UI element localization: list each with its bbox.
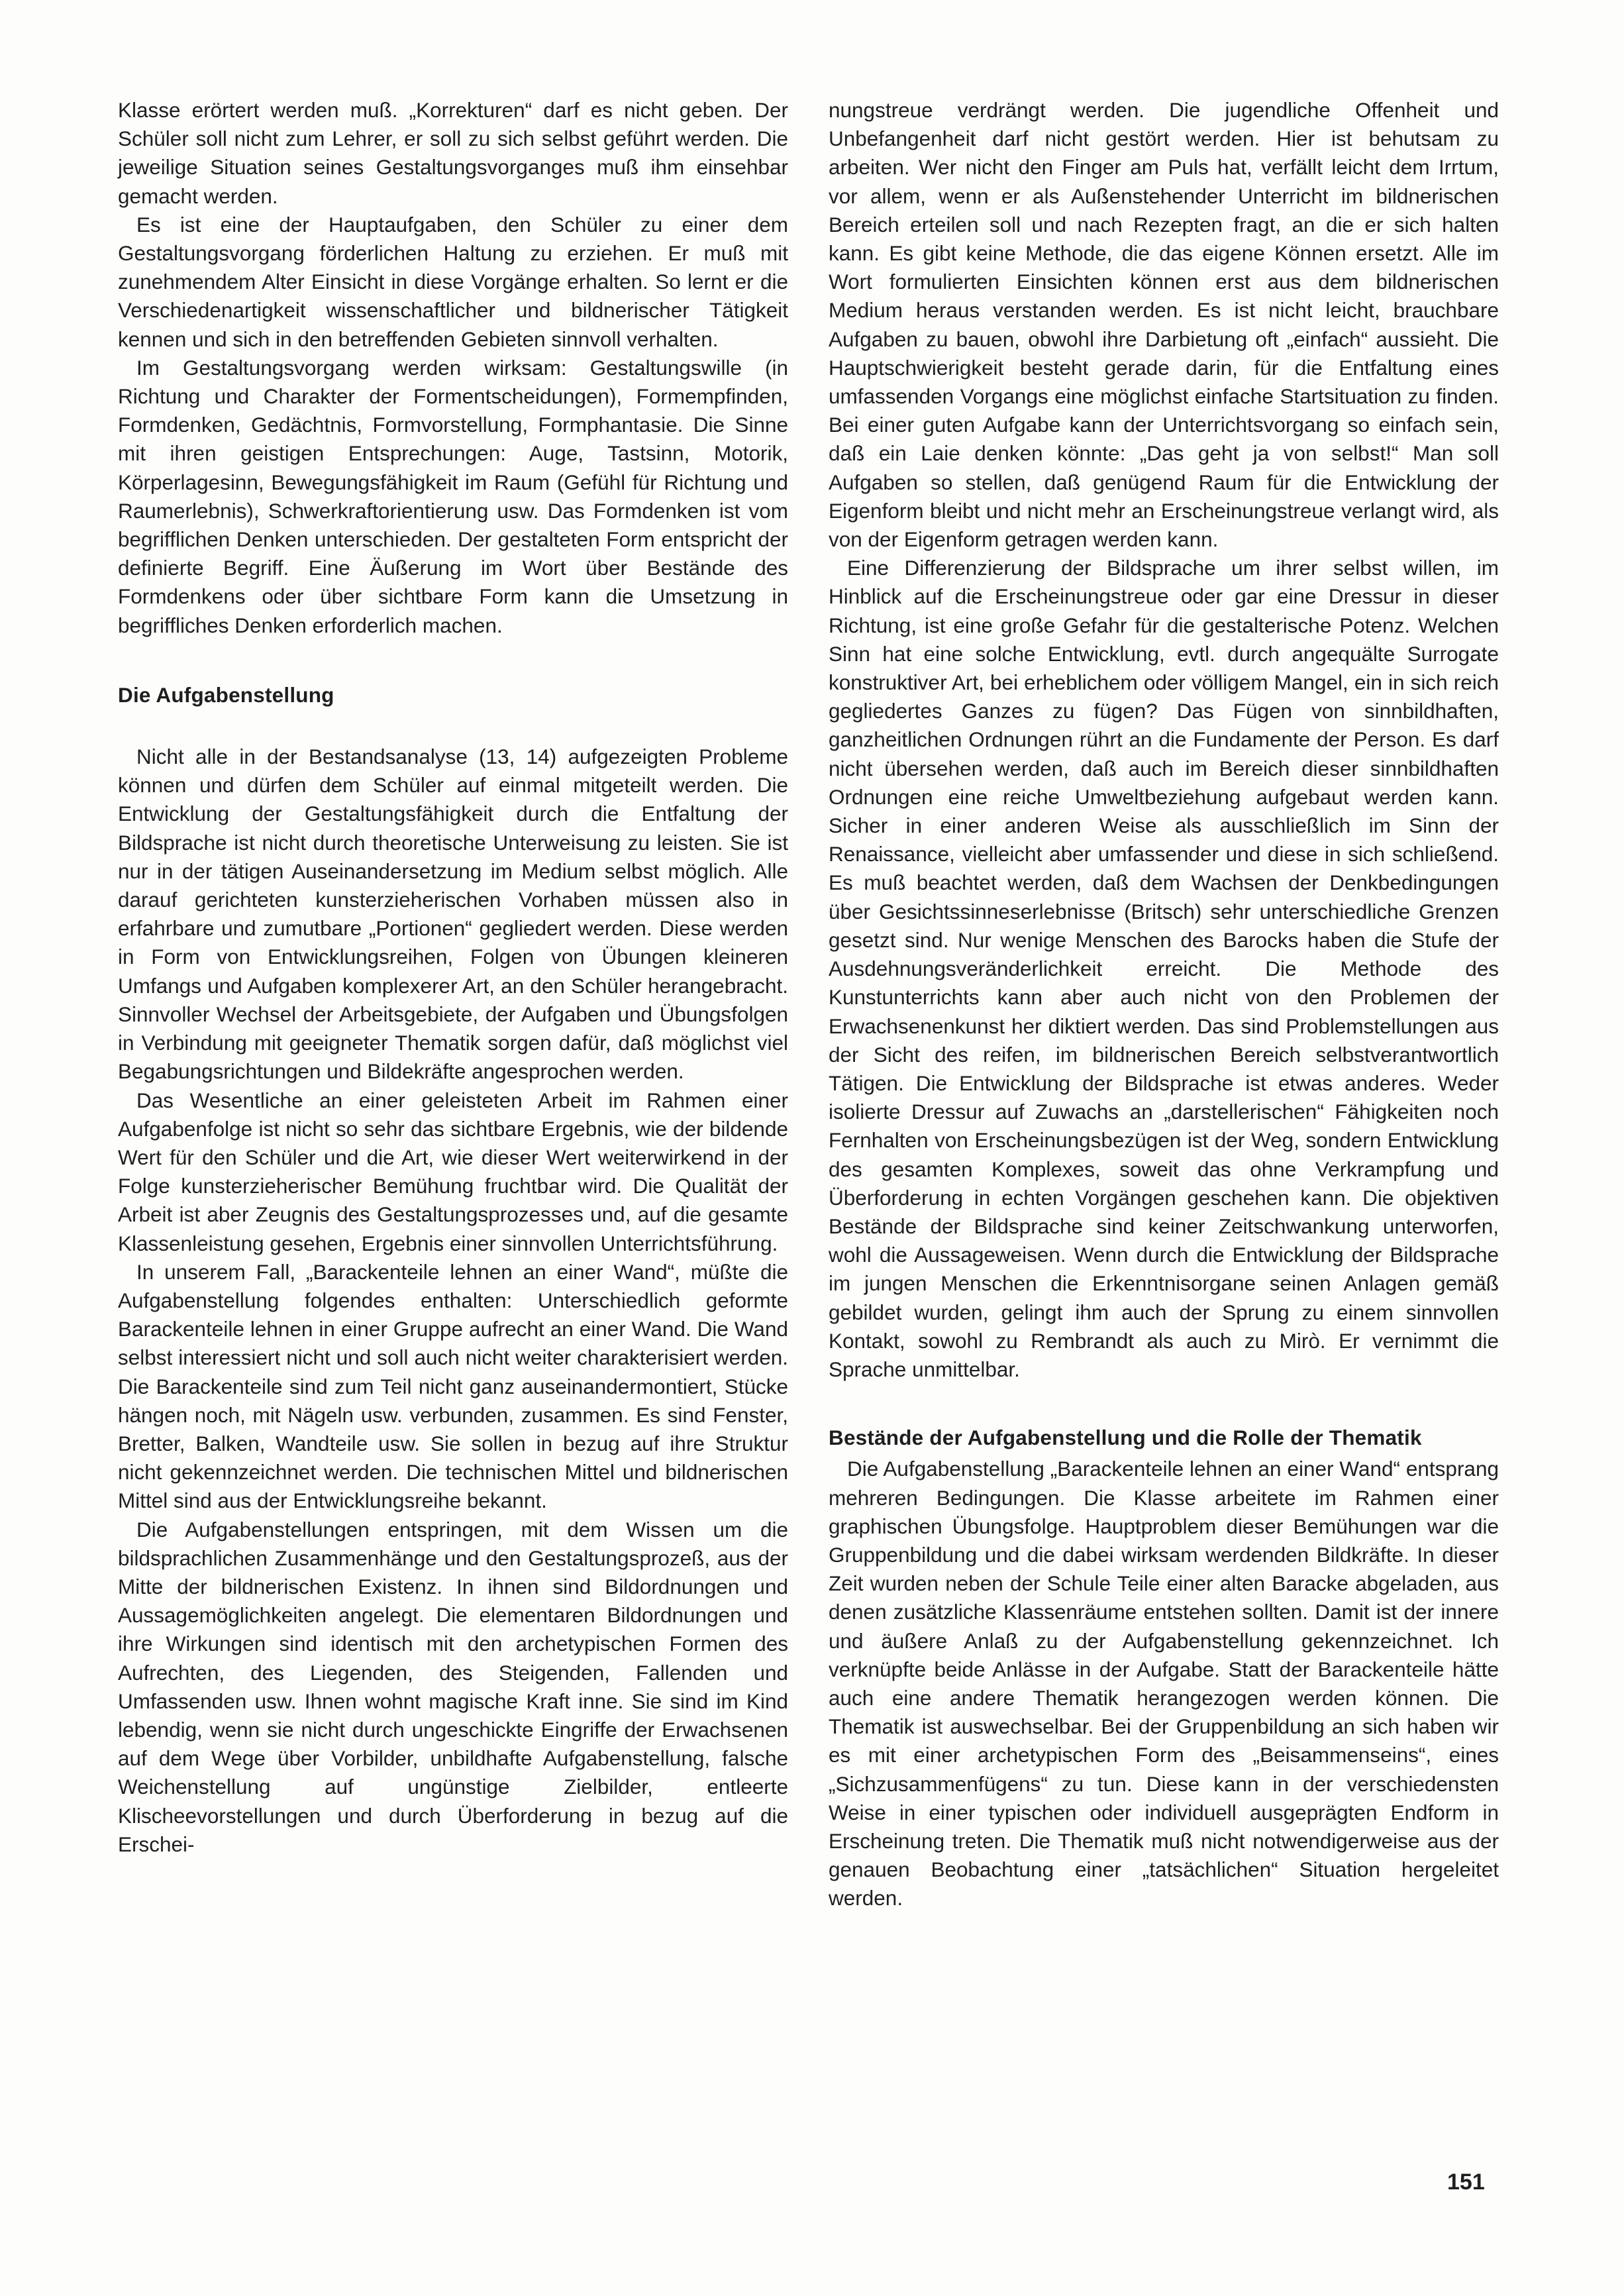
paragraph: Eine Differenzierung der Bildsprache um ihrer selbst willen, im Hinblick auf die Erscheinungstreue oder gar eine Dressur in dieser Richtung, ist eine große Gefahr für die gestalterische Potenz. Welchen Sinn hat eine solche Entwicklung, evtl. durch angequälte Surrogate konstruktiver Art, bei erheblichem oder völligem Mangel, ein in sich reich gegliedertes Ganzes zu fügen? Das Fügen von sinnbildhaften, ganzheitlichen Ordnungen rührt an die Fundamente der Person. Es darf nicht übersehen werden, daß auch im Bereich dieser sinnbildhaften Ordnungen eine reiche Umweltbeziehung aufgebaut werden kann. Sicher in einer anderen Weise als ausschließlich im Sinn der Renaissance, vielleicht aber umfassender und diese in sich schließend. Es muß beachtet werden, daß dem Wachsen der Denkbedingungen über Gesichtssinneserlebnisse (Britsch) sehr unterschiedliche Grenzen gesetzt sind. Nur wenige Menschen des Barocks haben die Stufe der Ausdehnungsveränderlichkeit erreicht. Die Methode des Kunstunterrichts kann aber auch nicht von den Problemen der Erwachsenenkunst her diktiert werden. Das sind Problemstellungen aus der Sicht des reifen, im bildnerischen Bereich selbstverantwortlich Tätigen. Die Entwicklung der Bildsprache ist etwas anderes. Weder isolierte Dressur auf Zuwachs an „darstellerischen“ Fähigkeiten noch Fernhalten von Erscheinungsbezügen ist der Weg, sondern Entwicklung des gesamten Komplexes, soweit das ohne Verkrampfung und Überforderung in echten Vorgängen geschehen kann. Die objektiven Bestände der Bildsprache sind keiner Zeitschwankung unterworfen, wohl die Aussageweisen. Wenn durch die Entwicklung der Bildsprache im jungen Menschen die Erkenntnisorgane seinen Anlagen gemäß gebildet wurden, gelingt ihm auch der Sprung zu einem sinnvollen Kontakt, sowohl zu Rembrandt als auch zu Mirò. Er vernimmt die Sprache unmittelbar.	[829, 556, 1499, 1381]
paragraph: Im Gestaltungsvorgang werden wirksam: Gestaltungswille (in Richtung und Charakter der Formentscheidungen), Formempfinden, Formdenken, Gedächtnis, Formvorstellung, Formphantasie. Die Sinne mit ihren geistigen Entsprechungen: Auge, Tastsinn, Motorik, Körperlagesinn, Bewegungsfähigkeit im Raum (Gefühl für Richtung und Raumerlebnis), Schwerkraftorientierung usw. Das Formdenken ist vom begrifflichen Denken unterschieden. Der gestalteten Form entspricht der definierte Begriff. Eine Äußerung im Wort über Bestände des Formdenkens oder über sichtbare Form kann die Umsetzung in begriffliches Denken erforderlich machen.	[118, 355, 788, 637]
page-number: 151	[1447, 2169, 1485, 2195]
right-column	[829, 96, 1499, 1913]
section-heading: Die Aufgabenstellung	[118, 682, 334, 707]
paragraph: Nicht alle in der Bestandsanalyse (13, 14) aufgezeigten Probleme können und dürfen dem Schüler auf einmal mitgeteilt werden. Die Entwicklung der Gestaltungsfähigkeit durch die Entfaltung der Bildsprache ist nicht durch theoretische Unterweisung zu leisten. Sie ist nur in der tätigen Auseinandersetzung im Medium selbst möglich. Alle darauf gerichteten kunsterzieherischen Vorhaben müssen also in erfahrbare und zumutbare „Portionen“ gegliedert werden. Diese werden in Form von Entwicklungsreihen, Folgen von Übungen kleineren Umfangs und Aufgaben komplexerer Art, an den Schüler herangebracht. Sinnvoller Wechsel der Arbeitsgebiete, der Aufgaben und Übungsfolgen in Verbindung mit geeigneter Thematik sorgen dafür, daß möglichst viel Begabungsrichtungen und Bildekräfte angesprochen werden.	[118, 745, 788, 1084]
paragraph: Die Aufgabenstellung „Barackenteile lehnen an einer Wand“ entsprang mehreren Bedingungen. Die Klasse arbeitete im Rahmen einer graphischen Übungsfolge. Hauptproblem dieser Bemühungen war die Gruppenbildung und die dabei wirksam werdenden Bildkräfte. In dieser Zeit wurden neben der Schule Teile einer alten Baracke abgeladen, aus denen zusätzliche Klassenräume entstehen sollten. Damit ist der innere und äußere Anlaß zu der Aufgabenstellung gekennzeichnet. Ich verknüpfte beide Anlässe in der Aufgabe. Statt der Barackenteile hätte auch eine andere Thematik herangezogen werden können. Die Thematik ist auswechselbar. Bei der Gruppenbildung an sich haben wir es mit einer archetypischen Form des „Beisammenseins“, eines „Sichzusammenfügens“ zu tun. Diese kann in der verschiedensten Weise in einer typischen oder individuell ausgeprägten Endform in Erscheinung treten. Die Thematik muß nicht notwendigerweise aus der genauen Beobachtung einer „tatsächlichen“ Situation hergeleitet werden.	[829, 1457, 1499, 1910]
paragraph: Klasse erörtert werden muß. „Korrekturen“ darf es nicht geben. Der Schüler soll nicht zum Lehrer, er soll zu sich selbst geführt werden. Die jeweilige Situation seines Gestaltungsvorganges muß ihm einsehbar gemacht werden.	[118, 98, 788, 208]
paragraph: Die Aufgabenstellungen entspringen, mit dem Wissen um die bildsprachlichen Zusammenhänge und den Gestaltungsprozeß, aus der Mitte der bildnerischen Existenz. In ihnen sind Bildordnungen und Aussagemöglichkeiten angelegt. Die elementaren Bildordnungen und ihre Wirkungen sind identisch mit den archetypischen Formen des Aufrechten, des Liegenden, des Steigenden, Fallenden und Umfassenden usw. Ihnen wohnt magische Kraft inne. Sie sind im Kind lebendig, wenn sie nicht durch ungeschickte Eingriffe der Erwachsenen auf dem Wege über Vorbilder, unbildhafte Aufgabenstellung, falsche Weichenstellung auf ungünstige Zielbilder, entleerte Klischeevorstellungen und durch Überforderung in bezug auf die Erschei-	[118, 1517, 788, 1856]
left-column	[118, 96, 788, 1859]
paragraph: Es ist eine der Hauptaufgaben, den Schüler zu einer dem Gestaltungsvorgang förderlichen Haltung zu erziehen. Er muß mit zunehmendem Alter Einsicht in diese Vorgänge erhalten. So lernt er die Verschiedenartigkeit wissenschaftlicher und bildnerischer Tätigkeit kennen und sich in den betreffenden Gebieten sinnvoll verhalten.	[118, 212, 788, 351]
paragraph: In unserem Fall, „Barackenteile lehnen an einer Wand“, müßte die Aufgabenstellung folgendes enthalten: Unterschiedlich geformte Barackenteile lehnen in einer Gruppe aufrecht an einer Wand. Die Wand selbst interessiert nicht und soll auch nicht weiter charakterisiert werden. Die Barackenteile sind zum Teil nicht ganz auseinandermontiert, Stücke hängen noch, mit Nägeln usw. verbunden, zusammen. Es sind Fenster, Bretter, Balken, Wandteile usw. Sie sollen in bezug auf ihre Struktur nicht gekennzeichnet werden. Die technischen Mittel und bildnerischen Mittel sind aus der Entwicklungsreihe bekannt.	[118, 1259, 788, 1513]
paragraph: Das Wesentliche an einer geleisteten Arbeit im Rahmen einer Aufgabenfolge ist nicht so sehr das sichtbare Ergebnis, wie der bildende Wert für den Schüler und die Art, wie dieser Wert weiterwirkend in der Folge kunsterzieherischer Bemühung fruchtbar wird. Die Qualität der Arbeit ist aber Zeugnis des Gestaltungsprozesses und, auf die gesamte Klassenleistung gesehen, Ergebnis einer sinnvollen Unterrichtsführung.	[118, 1088, 788, 1255]
paragraph: nungstreue verdrängt werden. Die jugendliche Offenheit und Unbefangenheit darf nicht gestört werden. Hier ist behutsam zu arbeiten. Wer nicht den Finger am Puls hat, verfällt leicht dem Irrtum, vor allem, wenn er als Außenstehender Unterricht im bildnerischen Bereich erteilen soll und nach Rezepten fragt, an die er sich halten kann. Es gibt keine Methode, die das eigene Können ersetzt. Alle im Wort formulierten Einsichten können erst aus dem bildnerischen Medium heraus verstanden werden. Es ist nicht leicht, brauchbare Aufgaben zu bauen, obwohl ihre Darbietung oft „einfach“ aussieht. Die Hauptschwierigkeit besteht gerade darin, für die Entfaltung eines umfassenden Vorgangs eine möglichst einfache Startsituation zu finden. Bei einer guten Aufgabe kann der Unterrichtsvorgang so einfach sein, daß ein Laie denken könnte: „Das geht ja von selbst!“ Man soll Aufgaben so stellen, daß genügend Raum für die Entwicklung der Eigenform bleibt und nicht mehr an Erscheinungstreue verlangt wird, als von der Eigenform getragen werden kann.	[829, 98, 1499, 552]
section-heading: Bestände der Aufgabenstellung und die Rolle der Thematik	[829, 1426, 1422, 1450]
